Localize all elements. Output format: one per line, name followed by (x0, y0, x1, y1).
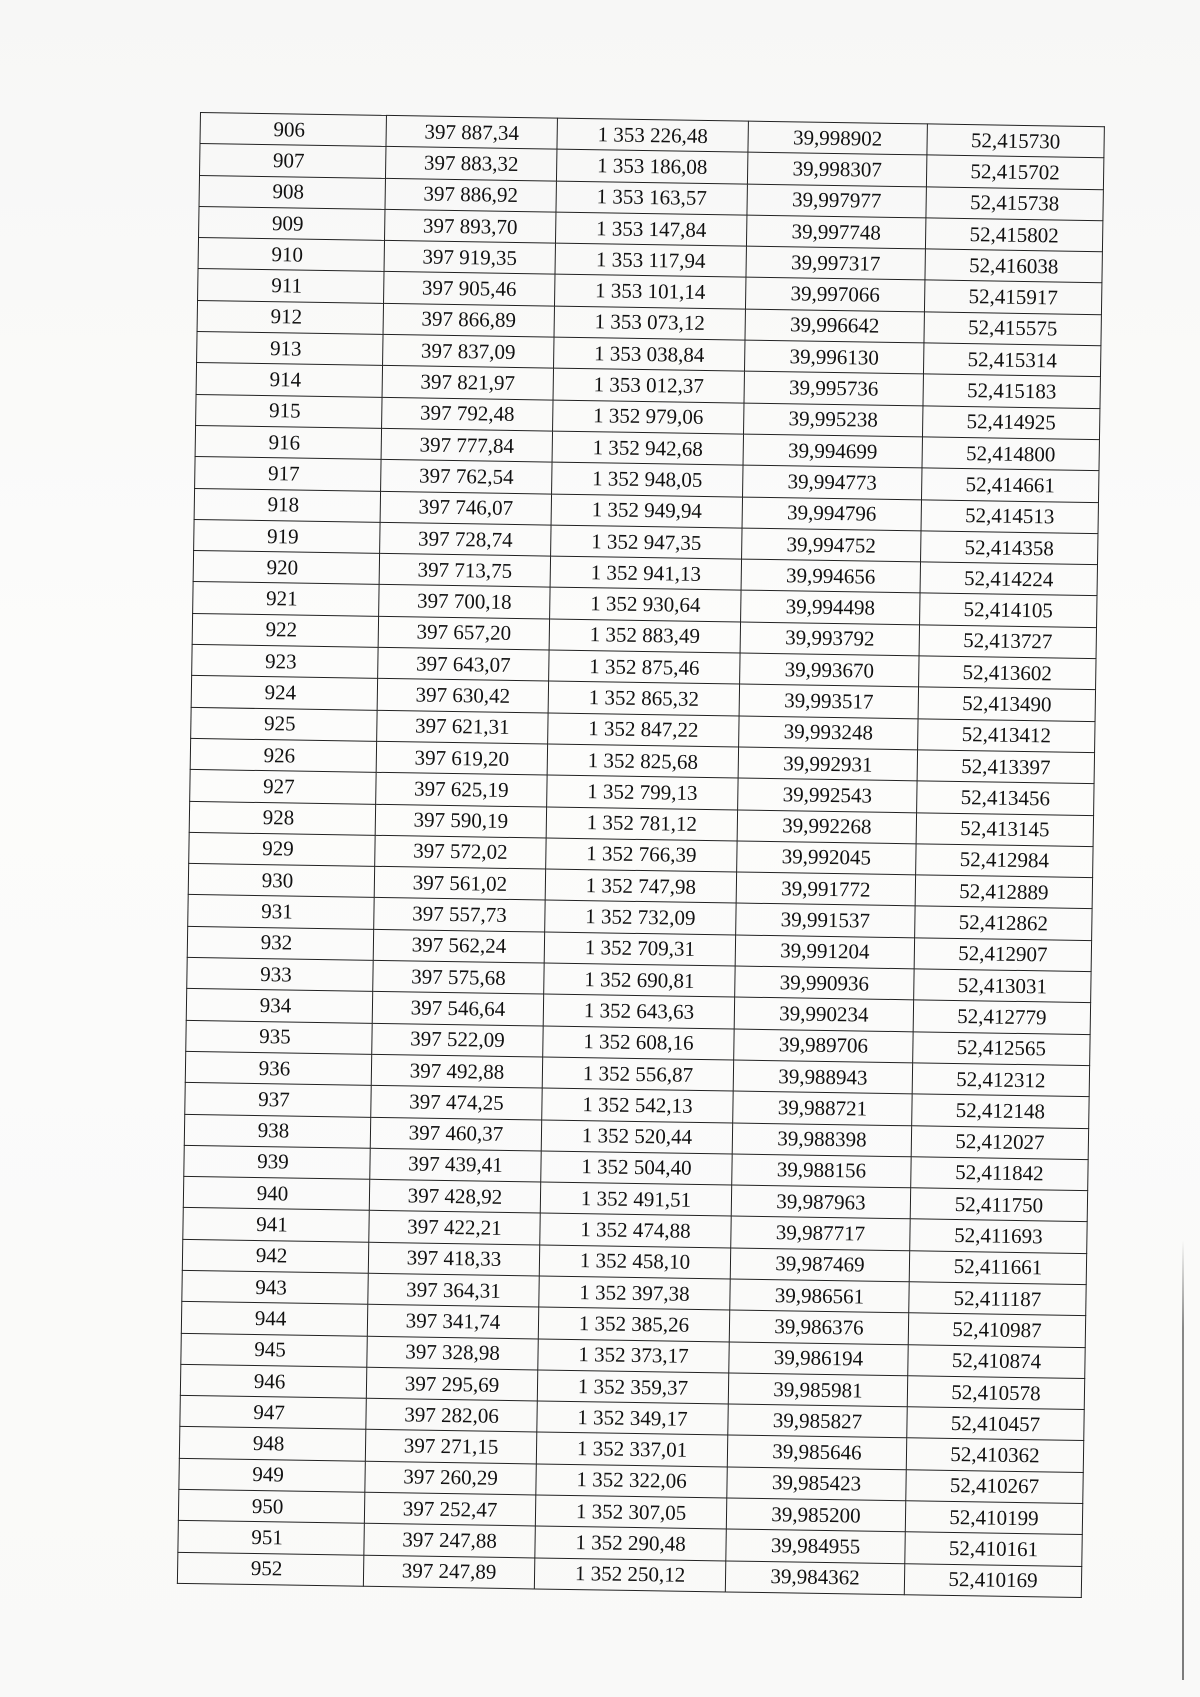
longitude-cell: 52,413397 (917, 750, 1094, 784)
point-number-cell: 907 (200, 144, 386, 178)
point-number-cell: 911 (198, 269, 384, 303)
longitude-cell: 52,410987 (908, 1313, 1085, 1347)
latitude-cell: 39,993670 (740, 653, 919, 687)
longitude-cell: 52,413727 (919, 625, 1096, 659)
x-coordinate-cell: 397 821,97 (382, 366, 553, 400)
x-coordinate-cell: 397 428,92 (369, 1179, 540, 1213)
longitude-cell: 52,415183 (923, 374, 1100, 408)
latitude-cell: 39,988721 (733, 1091, 912, 1125)
latitude-cell: 39,985423 (727, 1467, 906, 1501)
point-number-cell: 922 (192, 613, 378, 647)
x-coordinate-cell: 397 700,18 (379, 585, 550, 619)
longitude-cell: 52,412779 (913, 1000, 1090, 1034)
longitude-cell: 52,415917 (924, 280, 1101, 314)
point-number-cell: 950 (178, 1489, 364, 1523)
latitude-cell: 39,989706 (734, 1029, 913, 1063)
longitude-cell: 52,411750 (910, 1188, 1087, 1222)
latitude-cell: 39,991772 (736, 872, 915, 906)
y-coordinate-cell: 1 352 865,32 (548, 681, 739, 715)
latitude-cell: 39,998902 (748, 121, 927, 155)
longitude-cell: 52,413456 (917, 781, 1094, 815)
point-number-cell: 930 (188, 864, 374, 898)
longitude-cell: 52,414661 (922, 468, 1099, 502)
y-coordinate-cell: 1 352 290,48 (535, 1526, 726, 1560)
point-number-cell: 926 (190, 738, 376, 772)
x-coordinate-cell: 397 713,75 (379, 554, 550, 588)
longitude-cell: 52,415314 (923, 343, 1100, 377)
x-coordinate-cell: 397 492,88 (371, 1054, 542, 1088)
longitude-cell: 52,415802 (925, 218, 1102, 252)
y-coordinate-cell: 1 353 117,94 (555, 243, 746, 277)
y-coordinate-cell: 1 352 307,05 (535, 1495, 726, 1529)
longitude-cell: 52,414513 (921, 499, 1098, 533)
point-number-cell: 928 (189, 801, 375, 835)
longitude-cell: 52,411661 (909, 1250, 1086, 1284)
x-coordinate-cell: 397 887,34 (386, 115, 557, 149)
y-coordinate-cell: 1 352 747,98 (545, 869, 736, 903)
latitude-cell: 39,990234 (734, 997, 913, 1031)
point-number-cell: 914 (196, 363, 382, 397)
latitude-cell: 39,994796 (742, 497, 921, 531)
latitude-cell: 39,991204 (735, 935, 914, 969)
point-number-cell: 944 (181, 1302, 367, 1336)
longitude-cell: 52,416038 (925, 249, 1102, 283)
x-coordinate-cell: 397 364,31 (368, 1273, 539, 1307)
x-coordinate-cell: 397 866,89 (383, 303, 554, 337)
longitude-cell: 52,410199 (905, 1501, 1082, 1535)
scan-edge-line (1182, 1240, 1184, 1680)
y-coordinate-cell: 1 352 979,06 (553, 400, 744, 434)
y-coordinate-cell: 1 352 491,51 (540, 1182, 731, 1216)
x-coordinate-cell: 397 418,33 (368, 1242, 539, 1276)
longitude-cell: 52,410362 (906, 1438, 1083, 1472)
x-coordinate-cell: 397 643,07 (378, 647, 549, 681)
point-number-cell: 946 (180, 1364, 366, 1398)
point-number-cell: 906 (200, 113, 386, 147)
longitude-cell: 52,414224 (920, 562, 1097, 596)
longitude-cell: 52,410161 (905, 1532, 1082, 1566)
latitude-cell: 39,986561 (730, 1279, 909, 1313)
y-coordinate-cell: 1 353 038,84 (554, 337, 745, 371)
point-number-cell: 951 (178, 1521, 364, 1555)
latitude-cell: 39,985981 (728, 1373, 907, 1407)
y-coordinate-cell: 1 352 847,22 (548, 713, 739, 747)
latitude-cell: 39,988943 (733, 1060, 912, 1094)
x-coordinate-cell: 397 247,88 (364, 1524, 535, 1558)
y-coordinate-cell: 1 352 766,39 (546, 838, 737, 872)
coordinates-table (177, 112, 1105, 1598)
latitude-cell: 39,995736 (744, 371, 923, 405)
point-number-cell: 939 (184, 1145, 370, 1179)
x-coordinate-cell: 397 546,64 (372, 992, 543, 1026)
point-number-cell: 945 (181, 1333, 367, 1367)
longitude-cell: 52,415575 (924, 312, 1101, 346)
coordinates-table-body (177, 113, 1104, 1598)
x-coordinate-cell: 397 522,09 (372, 1023, 543, 1057)
x-coordinate-cell: 397 295,69 (366, 1367, 537, 1401)
longitude-cell: 52,412312 (912, 1063, 1089, 1097)
point-number-cell: 915 (196, 394, 382, 428)
point-number-cell: 947 (180, 1396, 366, 1430)
x-coordinate-cell: 397 282,06 (366, 1398, 537, 1432)
point-number-cell: 933 (187, 957, 373, 991)
point-number-cell: 938 (184, 1114, 370, 1148)
latitude-cell: 39,994498 (741, 591, 920, 625)
longitude-cell: 52,414358 (921, 531, 1098, 565)
y-coordinate-cell: 1 352 250,12 (534, 1558, 725, 1592)
y-coordinate-cell: 1 352 781,12 (546, 807, 737, 841)
latitude-cell: 39,986194 (729, 1342, 908, 1376)
latitude-cell: 39,987717 (731, 1216, 910, 1250)
y-coordinate-cell: 1 352 643,63 (543, 994, 734, 1028)
point-number-cell: 912 (197, 300, 383, 334)
latitude-cell: 39,992045 (737, 841, 916, 875)
longitude-cell: 52,412862 (915, 906, 1092, 940)
x-coordinate-cell: 397 561,02 (374, 866, 545, 900)
longitude-cell: 52,415702 (926, 155, 1103, 189)
y-coordinate-cell: 1 352 397,38 (539, 1276, 730, 1310)
latitude-cell: 39,984955 (726, 1529, 905, 1563)
longitude-cell: 52,410457 (907, 1407, 1084, 1441)
y-coordinate-cell: 1 352 337,01 (536, 1432, 727, 1466)
latitude-cell: 39,994656 (741, 559, 920, 593)
y-coordinate-cell: 1 352 349,17 (537, 1401, 728, 1435)
longitude-cell: 52,413602 (919, 656, 1096, 690)
latitude-cell: 39,992543 (738, 778, 917, 812)
y-coordinate-cell: 1 352 949,94 (551, 494, 742, 528)
x-coordinate-cell: 397 728,74 (380, 522, 551, 556)
point-number-cell: 929 (189, 832, 375, 866)
longitude-cell: 52,414925 (922, 406, 1099, 440)
x-coordinate-cell: 397 777,84 (381, 428, 552, 462)
longitude-cell: 52,415730 (927, 124, 1104, 158)
x-coordinate-cell: 397 746,07 (380, 491, 551, 525)
latitude-cell: 39,998307 (747, 152, 926, 186)
point-number-cell: 952 (177, 1552, 363, 1586)
latitude-cell: 39,995238 (744, 403, 923, 437)
x-coordinate-cell: 397 271,15 (365, 1430, 536, 1464)
x-coordinate-cell: 397 252,47 (364, 1492, 535, 1526)
x-coordinate-cell: 397 260,29 (365, 1461, 536, 1495)
x-coordinate-cell: 397 557,73 (374, 898, 545, 932)
longitude-cell: 52,411187 (909, 1282, 1086, 1316)
longitude-cell: 52,414105 (920, 593, 1097, 627)
y-coordinate-cell: 1 353 012,37 (553, 368, 744, 402)
latitude-cell: 39,985646 (727, 1435, 906, 1469)
latitude-cell: 39,990936 (735, 966, 914, 1000)
x-coordinate-cell: 397 460,37 (370, 1117, 541, 1151)
longitude-cell: 52,411842 (911, 1157, 1088, 1191)
y-coordinate-cell: 1 352 373,17 (538, 1339, 729, 1373)
point-number-cell: 937 (185, 1083, 371, 1117)
point-number-cell: 917 (195, 457, 381, 491)
longitude-cell: 52,412889 (915, 875, 1092, 909)
y-coordinate-cell: 1 353 101,14 (554, 275, 745, 309)
x-coordinate-cell: 397 341,74 (367, 1305, 538, 1339)
longitude-cell: 52,412984 (916, 844, 1093, 878)
x-coordinate-cell: 397 657,20 (378, 616, 549, 650)
longitude-cell: 52,413145 (916, 812, 1093, 846)
latitude-cell: 39,992268 (737, 810, 916, 844)
y-coordinate-cell: 1 353 226,48 (557, 118, 748, 152)
latitude-cell: 39,992931 (738, 747, 917, 781)
x-coordinate-cell: 397 905,46 (384, 272, 555, 306)
point-number-cell: 932 (187, 926, 373, 960)
x-coordinate-cell: 397 893,70 (385, 209, 556, 243)
latitude-cell: 39,985200 (726, 1498, 905, 1532)
y-coordinate-cell: 1 352 875,46 (549, 650, 740, 684)
latitude-cell: 39,991537 (736, 903, 915, 937)
point-number-cell: 908 (199, 175, 385, 209)
latitude-cell: 39,994752 (742, 528, 921, 562)
x-coordinate-cell: 397 792,48 (382, 397, 553, 431)
longitude-cell: 52,413490 (918, 687, 1095, 721)
point-number-cell: 949 (179, 1458, 365, 1492)
longitude-cell: 52,413412 (918, 718, 1095, 752)
y-coordinate-cell: 1 352 385,26 (538, 1307, 729, 1341)
latitude-cell: 39,997977 (747, 184, 926, 218)
point-number-cell: 909 (199, 206, 385, 240)
x-coordinate-cell: 397 621,31 (377, 710, 548, 744)
y-coordinate-cell: 1 352 458,10 (539, 1245, 730, 1279)
longitude-cell: 52,410874 (908, 1344, 1085, 1378)
y-coordinate-cell: 1 352 608,16 (543, 1026, 734, 1060)
latitude-cell: 39,986376 (729, 1310, 908, 1344)
x-coordinate-cell: 397 762,54 (381, 460, 552, 494)
y-coordinate-cell: 1 352 941,13 (550, 556, 741, 590)
y-coordinate-cell: 1 352 709,31 (544, 932, 735, 966)
y-coordinate-cell: 1 352 930,64 (550, 588, 741, 622)
y-coordinate-cell: 1 352 556,87 (542, 1057, 733, 1091)
point-number-cell: 924 (191, 676, 377, 710)
longitude-cell: 52,410267 (906, 1470, 1083, 1504)
point-number-cell: 943 (182, 1270, 368, 1304)
x-coordinate-cell: 397 886,92 (385, 178, 556, 212)
point-number-cell: 927 (190, 770, 376, 804)
latitude-cell: 39,996642 (745, 309, 924, 343)
latitude-cell: 39,987963 (731, 1185, 910, 1219)
y-coordinate-cell: 1 352 474,88 (540, 1213, 731, 1247)
point-number-cell: 910 (198, 238, 384, 272)
point-number-cell: 940 (183, 1176, 369, 1210)
y-coordinate-cell: 1 353 073,12 (554, 306, 745, 340)
x-coordinate-cell: 397 247,89 (363, 1555, 534, 1589)
x-coordinate-cell: 397 590,19 (375, 804, 546, 838)
y-coordinate-cell: 1 352 542,13 (542, 1088, 733, 1122)
y-coordinate-cell: 1 352 732,09 (545, 900, 736, 934)
x-coordinate-cell: 397 422,21 (369, 1211, 540, 1245)
latitude-cell: 39,997317 (746, 246, 925, 280)
y-coordinate-cell: 1 352 942,68 (552, 431, 743, 465)
longitude-cell: 52,410169 (904, 1563, 1081, 1597)
longitude-cell: 52,414800 (922, 437, 1099, 471)
x-coordinate-cell: 397 474,25 (371, 1086, 542, 1120)
x-coordinate-cell: 397 625,19 (376, 773, 547, 807)
latitude-cell: 39,988156 (732, 1154, 911, 1188)
longitude-cell: 52,412027 (911, 1125, 1088, 1159)
longitude-cell: 52,412148 (912, 1094, 1089, 1128)
point-number-cell: 913 (197, 332, 383, 366)
latitude-cell: 39,993248 (739, 716, 918, 750)
point-number-cell: 934 (186, 989, 372, 1023)
x-coordinate-cell: 397 837,09 (383, 334, 554, 368)
latitude-cell: 39,993517 (739, 684, 918, 718)
point-number-cell: 936 (185, 1051, 371, 1085)
latitude-cell: 39,994773 (743, 465, 922, 499)
latitude-cell: 39,994699 (743, 434, 922, 468)
point-number-cell: 931 (188, 895, 374, 929)
point-number-cell: 918 (194, 488, 380, 522)
y-coordinate-cell: 1 353 147,84 (555, 212, 746, 246)
latitude-cell: 39,993792 (740, 622, 919, 656)
latitude-cell: 39,987469 (730, 1248, 909, 1282)
x-coordinate-cell: 397 439,41 (370, 1148, 541, 1182)
point-number-cell: 941 (183, 1208, 369, 1242)
longitude-cell: 52,410578 (907, 1376, 1084, 1410)
latitude-cell: 39,984362 (725, 1561, 904, 1595)
x-coordinate-cell: 397 619,20 (376, 741, 547, 775)
y-coordinate-cell: 1 353 163,57 (556, 181, 747, 215)
longitude-cell: 52,411693 (910, 1219, 1087, 1253)
y-coordinate-cell: 1 352 883,49 (549, 619, 740, 653)
point-number-cell: 919 (194, 519, 380, 553)
point-number-cell: 923 (192, 644, 378, 678)
y-coordinate-cell: 1 352 825,68 (547, 744, 738, 778)
latitude-cell: 39,996130 (744, 340, 923, 374)
x-coordinate-cell: 397 883,32 (385, 147, 556, 181)
point-number-cell: 920 (193, 551, 379, 585)
latitude-cell: 39,985827 (728, 1404, 907, 1438)
x-coordinate-cell: 397 575,68 (373, 960, 544, 994)
y-coordinate-cell: 1 352 948,05 (552, 462, 743, 496)
point-number-cell: 948 (179, 1427, 365, 1461)
y-coordinate-cell: 1 352 520,44 (541, 1119, 732, 1153)
longitude-cell: 52,415738 (926, 187, 1103, 221)
x-coordinate-cell: 397 562,24 (373, 929, 544, 963)
point-number-cell: 916 (195, 425, 381, 459)
y-coordinate-cell: 1 352 322,06 (536, 1464, 727, 1498)
x-coordinate-cell: 397 919,35 (384, 241, 555, 275)
x-coordinate-cell: 397 328,98 (367, 1336, 538, 1370)
x-coordinate-cell: 397 572,02 (375, 835, 546, 869)
latitude-cell: 39,997066 (745, 278, 924, 312)
point-number-cell: 935 (186, 1020, 372, 1054)
y-coordinate-cell: 1 352 690,81 (544, 963, 735, 997)
longitude-cell: 52,413031 (914, 969, 1091, 1003)
y-coordinate-cell: 1 352 799,13 (547, 775, 738, 809)
longitude-cell: 52,412565 (913, 1031, 1090, 1065)
y-coordinate-cell: 1 352 504,40 (541, 1151, 732, 1185)
point-number-cell: 921 (193, 582, 379, 616)
x-coordinate-cell: 397 630,42 (377, 679, 548, 713)
point-number-cell: 942 (182, 1239, 368, 1273)
longitude-cell: 52,412907 (914, 938, 1091, 972)
latitude-cell: 39,997748 (746, 215, 925, 249)
latitude-cell: 39,988398 (732, 1122, 911, 1156)
y-coordinate-cell: 1 352 359,37 (537, 1370, 728, 1404)
point-number-cell: 925 (191, 707, 377, 741)
y-coordinate-cell: 1 353 186,08 (556, 149, 747, 183)
y-coordinate-cell: 1 352 947,35 (551, 525, 742, 559)
